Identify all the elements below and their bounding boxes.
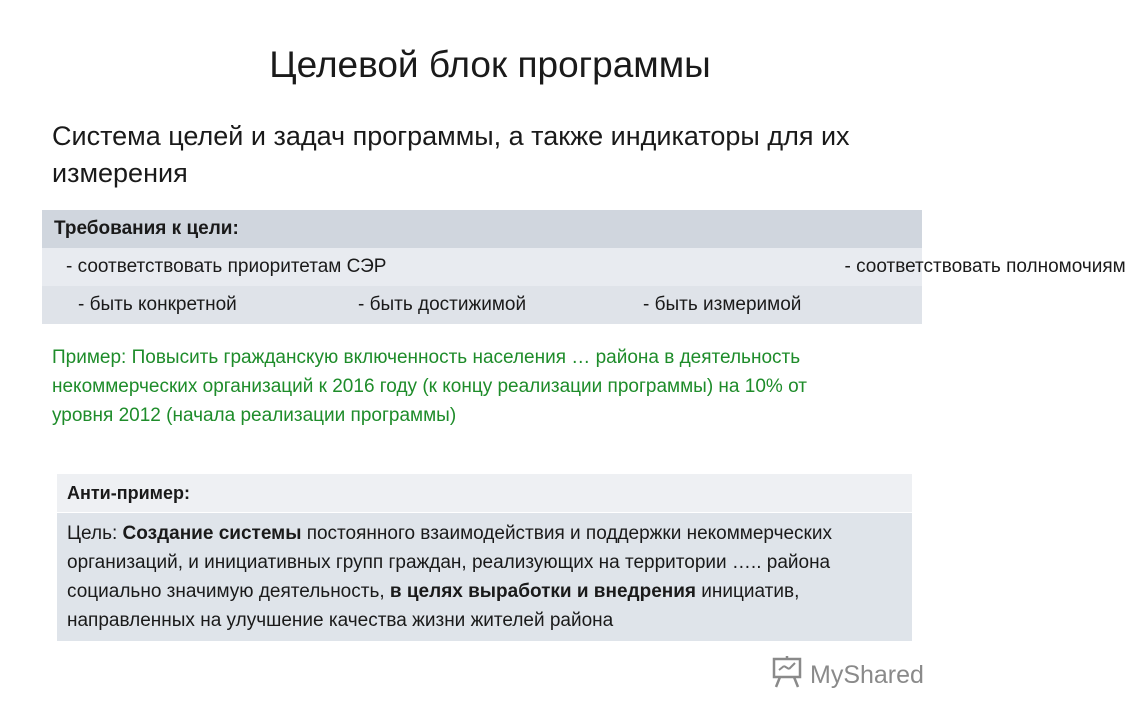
page-subtitle: Система целей и задач программы, а также индикаторы для их измерения — [52, 121, 850, 188]
watermark-logo — [770, 656, 924, 694]
requirements-table — [42, 210, 1126, 324]
presentation-board-icon — [770, 655, 810, 696]
anti-example-text-1: Цель: — [67, 523, 123, 544]
requirements-row-2 — [42, 286, 922, 324]
anti-example-text-3: инициатив, направленных на улучшение качества жизни жителей района — [67, 581, 800, 631]
requirement-achievable: - быть достижимой — [358, 294, 527, 315]
page-title: Целевой блок программы — [269, 44, 711, 85]
anti-example-body — [57, 512, 912, 641]
requirement-authority: - соответствовать полномочиям — [844, 256, 1126, 277]
requirement-specific: - быть конкретной — [78, 294, 237, 315]
anti-example-bold-1: Создание системы — [122, 523, 302, 544]
requirements-header: Требования к цели: — [42, 210, 922, 248]
anti-example-text-2: постоянного взаимодействия и поддержки некоммерческих организаций, и инициативных групп граждан, реализующих на территории ….. района социально значимую деятельность, — [67, 523, 832, 602]
requirements-row-1 — [42, 248, 1126, 286]
requirement-priorities: - соответствовать приоритетам СЭР — [66, 256, 387, 277]
requirement-measurable: - быть измеримой — [643, 294, 802, 315]
anti-example-box — [57, 474, 912, 641]
anti-example-header: Анти-пример: — [57, 474, 912, 512]
anti-example-bold-2: в целях выработки и внедрения — [389, 581, 697, 602]
example-text: Пример: Повысить гражданскую включенность населения … района в деятельность некоммерческих организаций к 2016 году (к концу реализации программы) на 10% от уровня 2012 (начала реализации программы) — [52, 347, 807, 426]
watermark-text: MyShared — [810, 660, 924, 689]
